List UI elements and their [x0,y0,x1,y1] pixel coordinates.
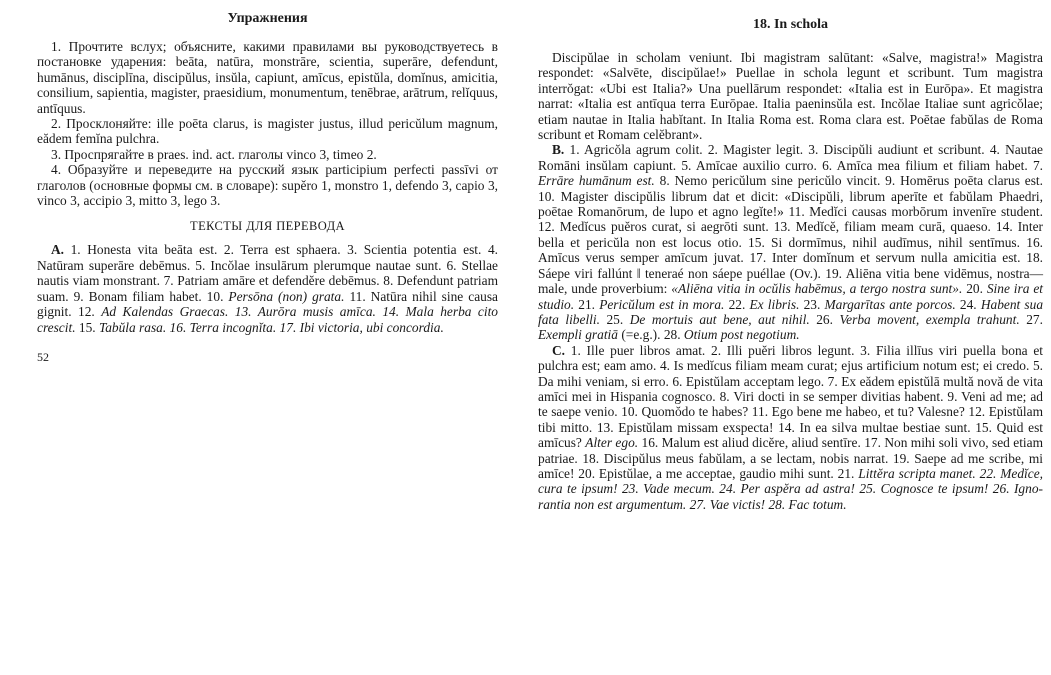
section-a-part: 1. Honesta vita beāta est. 2. Terra est sphaera. 3. Scientia potentia est. 4. Natūram superāre debēmus. 5. Incŏlae insulārum plerumque nautae sunt. 6. Stellae nautis viam monstrant. 7. Patriam amāre et defendĕre debēmus. 8. Defendunt patriam suam. 9. Bonam filiam habet. 10. [37,242,498,304]
exercise-1-instruction: 1. Прочтите вслух; объясните, какими правилами вы руководствуетесь в постановке ударения: [37,39,498,70]
exercise-4-words: supěro 1, monstro 1, defendo 3, capio 3, vinco 3, accipio 3, mitto 3, lego 3. [37,177,498,209]
exercises-title: Упражнения [227,11,308,26]
section-c-label: C. [552,342,566,358]
section-b-italic: Ex libris. [749,296,800,312]
section-a-part: 15. [75,319,99,335]
section-a-part: 11. Natūra nihil sine causa gignit. 12. [37,288,498,320]
lesson-title: 18. In schola [752,17,829,32]
section-c-italic: Alter ego. [585,435,639,451]
section-b-italic: Sine ira et studio. [538,281,1043,312]
section-b-part: 1. Agricŏla agrum colit. 2. Magister legit. 3. Discipŭli audiunt et scribunt. 4. Nautae Romāni insŭlam capiunt. 5. Amīcae auxilio curro. 6. Amīca mea filium et filiam habet. 7. [538,142,1043,173]
section-c-text [538,343,1043,512]
section-c-italic: Littĕra scripta manet. 22. Medĭce, cura te ipsum! 23. Vade mecum. 24. Per aspĕra ad astra! 25. Cognosce te ipsum! 26. Ignorantia non est argumentum. 27. Vae victis! 28. Fac totum. [538,465,1043,512]
section-b-italic: De mortuis aut bene, aut nihil. [629,311,810,327]
section-a-italic: Ad Kalendas Graecas. 13. Aurōra musis amīca. 14. Mala herba cito crescit. [37,304,498,335]
section-a-text [37,242,498,334]
exercise-3-instruction: 3. Проспрягайте в praes. ind. act. глаголы [51,146,287,162]
exercise-2-instruction: 2. Просклоняйте: [51,116,157,132]
left-page [0,0,525,675]
section-b-italic: Otium post negotium. [683,327,800,343]
section-b-italic: Habent sua fata libelli. [538,296,1044,327]
section-b-label: B. [552,142,565,158]
section-a-label: A. [51,242,65,258]
section-b-italic: Pericŭlum est in mora. [599,296,725,312]
section-b-italic: Verba movent, exempla trahunt. [839,311,1020,327]
exercise-3-words: vinco 3, timeo 2. [286,146,377,162]
section-b-text [538,142,1043,342]
texts-subheading: ТЕКСТЫ ДЛЯ ПЕРЕВОДА [190,219,345,234]
lesson-intro-text: Discipŭlae in scholam veniunt. Ibi magistram salūtant: «Salve, magistra!» Magistra respondet: «Salvēte, discipŭlae!» Puellae in schola legunt et scribunt. Tum magistra interrŏgat: «Ubi est Italia?» Una puellārum respondet: «Italia est in Eurōpa». Et magistra narrat: «Italia est antīqua terra Eurōpae. Italia paeninsŭla est. Incŏlae Italiae sunt agricŏlae; etiam nautae in Italia habĭtant. In Italia Roma est. Roma clara est. Poētae fabŭlas de Roma scribunt et Romam celĕbrant». [538,50,1043,143]
section-b-italic: «Aliēna vitia in ocŭlis habēmus, a tergo nostra sunt». [671,281,963,297]
section-b-part: 21. [574,296,600,312]
section-b-part: 22. [724,296,750,312]
exercise-4 [37,162,498,208]
section-b-italic: Exempli gratiā [538,327,618,343]
exercise-4-instruction: 4. Образуйте и переведите на русский язык participium perfecti passīvi от глаголов (основные формы см. в словаре): [37,162,498,193]
exercise-2-words: ille poēta clarus, is magister justus, illud pericŭlum magnum, eădem femĭna pulchra. [37,116,498,147]
section-b-italic: Margarītas ante porcos. [824,296,956,312]
section-c-part: 1. Ille puer libros amat. 2. Illi puĕri libros legunt. 3. Filia illīus viri puella bona et pulchra est; eam amo. 4. Is medĭcus filiam meam curat; ejus artificium notum est; ei credo. 5. Da mihi veniam, si erro. 6. Epistŭlam acceptam lego. 7. Ex eădem epistŭlā multă novă de vita amīci mei in Hispania cognosco. 8. Viri docti in se semper divitias habent. 9. Veni ad me; ad te saepe venio. 10. Quomŏdo te habes? 11. Ego bene me habeo, et tu? Valesne? 12. Epistŭlam tibi mitto. 13. Epistŭlam missam exspecta! 14. In ea silva multae bestiae sunt. 15. Quid est amīcus? [538,342,1043,451]
section-b-part: 20. [962,281,987,297]
section-b-part: 25. [599,311,630,327]
exercise-3 [37,147,498,162]
section-a-italic: Persōna (non) grata. [228,288,345,304]
section-b-part: 8. Nemo pericŭlum sine pericŭlo vincit. 9. Homērus poēta clarus est. 10. Magister discipŭlis librum dat et dicit: «Discipŭli, librum aperīte et fabŭlam Phaedri, poētae Romanōrum, de lupo et agno legĭte!» 11. Medĭci causas morbōrum invenīre student. 12. Medĭcus puĕros curat, si aegrōti sunt. 13. Medĭcĕ, filiam meam curā, quaeso. 14. Inter bella et pericŭla non est locus otio. 15. Si dormīmus, nihil audīmus, nihil sentīmus. 16. Amīcus verus semper amīcum juvat. 17. Inter domĭnum et servum nulla amicitia est. 18. Sáepe viri fallúnt ‖ teneraé non sáepe puéllae (Ov.). 19. Aliēna vitia bene vidēmus, nostra—male, unde proverbium: [538,173,1043,297]
section-b-italic: Errāre humānum est. [538,173,655,189]
section-b-part: 23. [799,296,825,312]
page-number: 52 [37,349,49,364]
section-b-part: 27. [1019,311,1043,327]
section-b-part: (=e.g.). 28. [617,327,684,343]
section-c-part: 16. Malum est aliud dicĕre, aliud sentīre. 17. Non mihi soli vivo, sed etiam patriae. 18. Discipŭlus meus fabŭlam, a se lectam, nobis narrat. 19. Saepe ad me scribe, mi amīce! 20. Epistŭlae, a me acceptae, gaudio mihi sunt. 21. [538,435,1043,481]
exercise-2 [37,116,498,147]
section-b-part: 26. [809,311,840,327]
exercise-1-words: beāta, natūra, monstrāre, scientia, superāre, defendunt, humānus, disciplīna, discipŭlus, insŭla, capiunt, amīcus, epistŭla, domĭnus, amicitia, consilium, sapientia, magister, praesidium, monumentum, tenēbrae, arātrum, relĭquus, antīquus. [37,54,498,116]
exercise-1 [37,39,498,116]
right-page [530,0,1051,675]
section-b-part: 24. [955,296,981,312]
section-a-italic: Tabŭla rasa. 16. Terra incognĭta. 17. Ibi victoria, ubi concordia. [98,319,444,335]
